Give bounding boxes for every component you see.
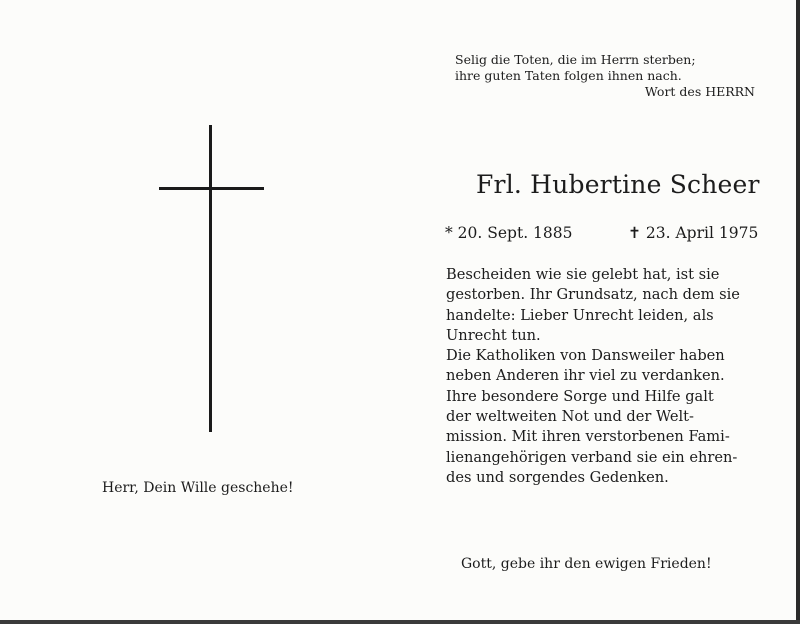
bio-line: des und sorgendes Gedenken. (446, 468, 669, 486)
bio-line: lienangehörigen verband sie ein ehren- (446, 448, 738, 466)
death-date: ✝ 23. April 1975 (628, 224, 759, 242)
card-edge-bottom (0, 620, 800, 624)
birth-date: * 20. Sept. 1885 (445, 224, 573, 242)
bible-quote (455, 52, 755, 100)
biography-text (446, 265, 754, 488)
quote-line-2: ihre guten Taten folgen ihnen nach. (455, 68, 682, 83)
bio-line: mission. Mit ihren verstorbenen Fami- (446, 428, 730, 446)
bio-line: gestorben. Ihr Grundsatz, nach dem sie (446, 286, 740, 304)
prayer-text: Herr, Dein Wille geschehe! (102, 480, 294, 496)
quote-line-1: Selig die Toten, die im Herrn sterben; (455, 52, 696, 67)
bio-line: Unrecht tun. (446, 326, 541, 344)
cross-horizontal-bar (159, 187, 264, 190)
bio-line: der weltweiten Not und der Welt- (446, 408, 694, 426)
bio-line: Die Katholiken von Dansweiler haben (446, 347, 725, 365)
closing-blessing: Gott, gebe ihr den ewigen Frieden! (461, 556, 712, 572)
deceased-name: Frl. Hubertine Scheer (476, 170, 760, 199)
bio-line: handelte: Lieber Unrecht leiden, als (446, 306, 714, 324)
card-edge-right (796, 0, 800, 624)
bio-line: Bescheiden wie sie gelebt hat, ist sie (446, 266, 720, 283)
bio-line: Ihre besondere Sorge und Hilfe galt (446, 387, 714, 405)
cross-vertical-bar (209, 125, 212, 432)
quote-source: Wort des HERRN (644, 84, 755, 99)
bio-line: neben Anderen ihr viel zu verdanken. (446, 367, 725, 385)
